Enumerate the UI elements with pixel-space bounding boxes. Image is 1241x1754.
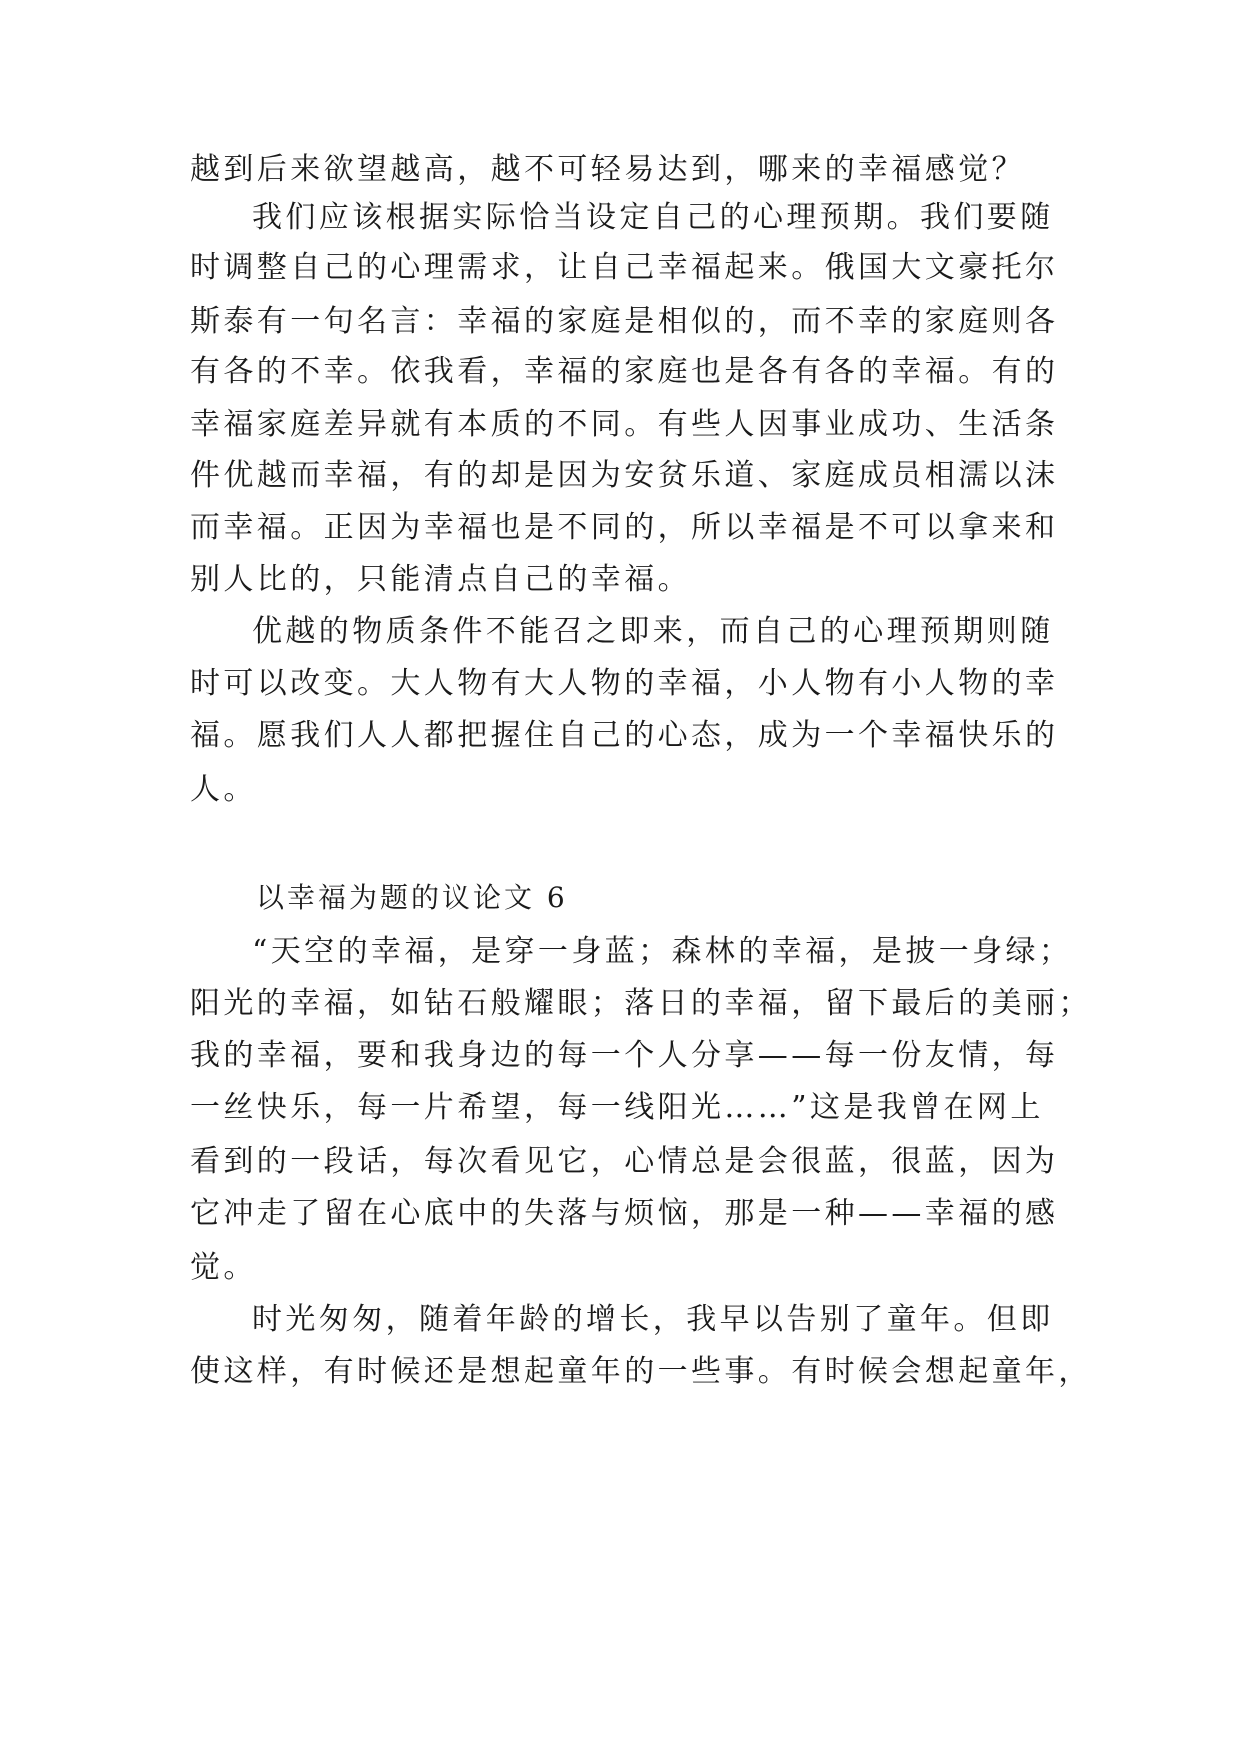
paragraph-line: 福。愿我们人人都把握住自己的心态，成为一个幸福快乐的 (190, 718, 1059, 753)
paragraph-line: 时调整自己的心理需求，让自己幸福起来。俄国大文豪托尔 (190, 250, 1059, 285)
paragraph-line: 使这样，有时候还是想起童年的一些事。有时候会想起童年， (190, 1354, 1092, 1389)
paragraph-line: 阳光的幸福，如钻石般耀眼；落日的幸福，留下最后的美丽； (190, 986, 1092, 1021)
paragraph-line: 觉。 (190, 1250, 257, 1285)
paragraph-line: “天空的幸福，是穿一身蓝；森林的幸福，是披一身绿； (252, 934, 1073, 969)
section-title: 以幸福为题的议论文 6 (256, 881, 568, 914)
paragraph-line: 越到后来欲望越高，越不可轻易达到，哪来的幸福感觉？ (190, 152, 1025, 187)
paragraph-line: 它冲走了留在心底中的失落与烦恼，那是一种——幸福的感 (190, 1196, 1059, 1231)
paragraph-line: 看到的一段话，每次看见它，心情总是会很蓝，很蓝，因为 (190, 1144, 1059, 1179)
paragraph-line: 一丝快乐，每一片希望，每一线阳光……”这是我曾在网上 (190, 1090, 1044, 1125)
paragraph-line: 而幸福。正因为幸福也是不同的，所以幸福是不可以拿来和 (190, 510, 1059, 545)
paragraph-line: 有各的不幸。依我看，幸福的家庭也是各有各的幸福。有的 (190, 354, 1059, 389)
paragraph-line: 优越的物质条件不能召之即来，而自己的心理预期则随 (252, 614, 1054, 649)
paragraph-line: 别人比的，只能清点自己的幸福。 (190, 562, 691, 597)
paragraph-line: 我的幸福，要和我身边的每一个人分享——每一份友情，每 (190, 1038, 1059, 1073)
paragraph-line: 斯泰有一句名言：幸福的家庭是相似的，而不幸的家庭则各 (190, 304, 1059, 339)
paragraph-line: 人。 (190, 772, 257, 807)
paragraph-line: 时可以改变。大人物有大人物的幸福，小人物有小人物的幸 (190, 666, 1059, 701)
paragraph-line: 我们应该根据实际恰当设定自己的心理预期。我们要随 (252, 200, 1054, 235)
paragraph-line: 件优越而幸福，有的却是因为安贫乐道、家庭成员相濡以沫 (190, 458, 1059, 493)
paragraph-line: 幸福家庭差异就有本质的不同。有些人因事业成功、生活条 (190, 407, 1059, 442)
paragraph-line: 时光匆匆，随着年龄的增长，我早以告别了童年。但即 (252, 1302, 1054, 1337)
